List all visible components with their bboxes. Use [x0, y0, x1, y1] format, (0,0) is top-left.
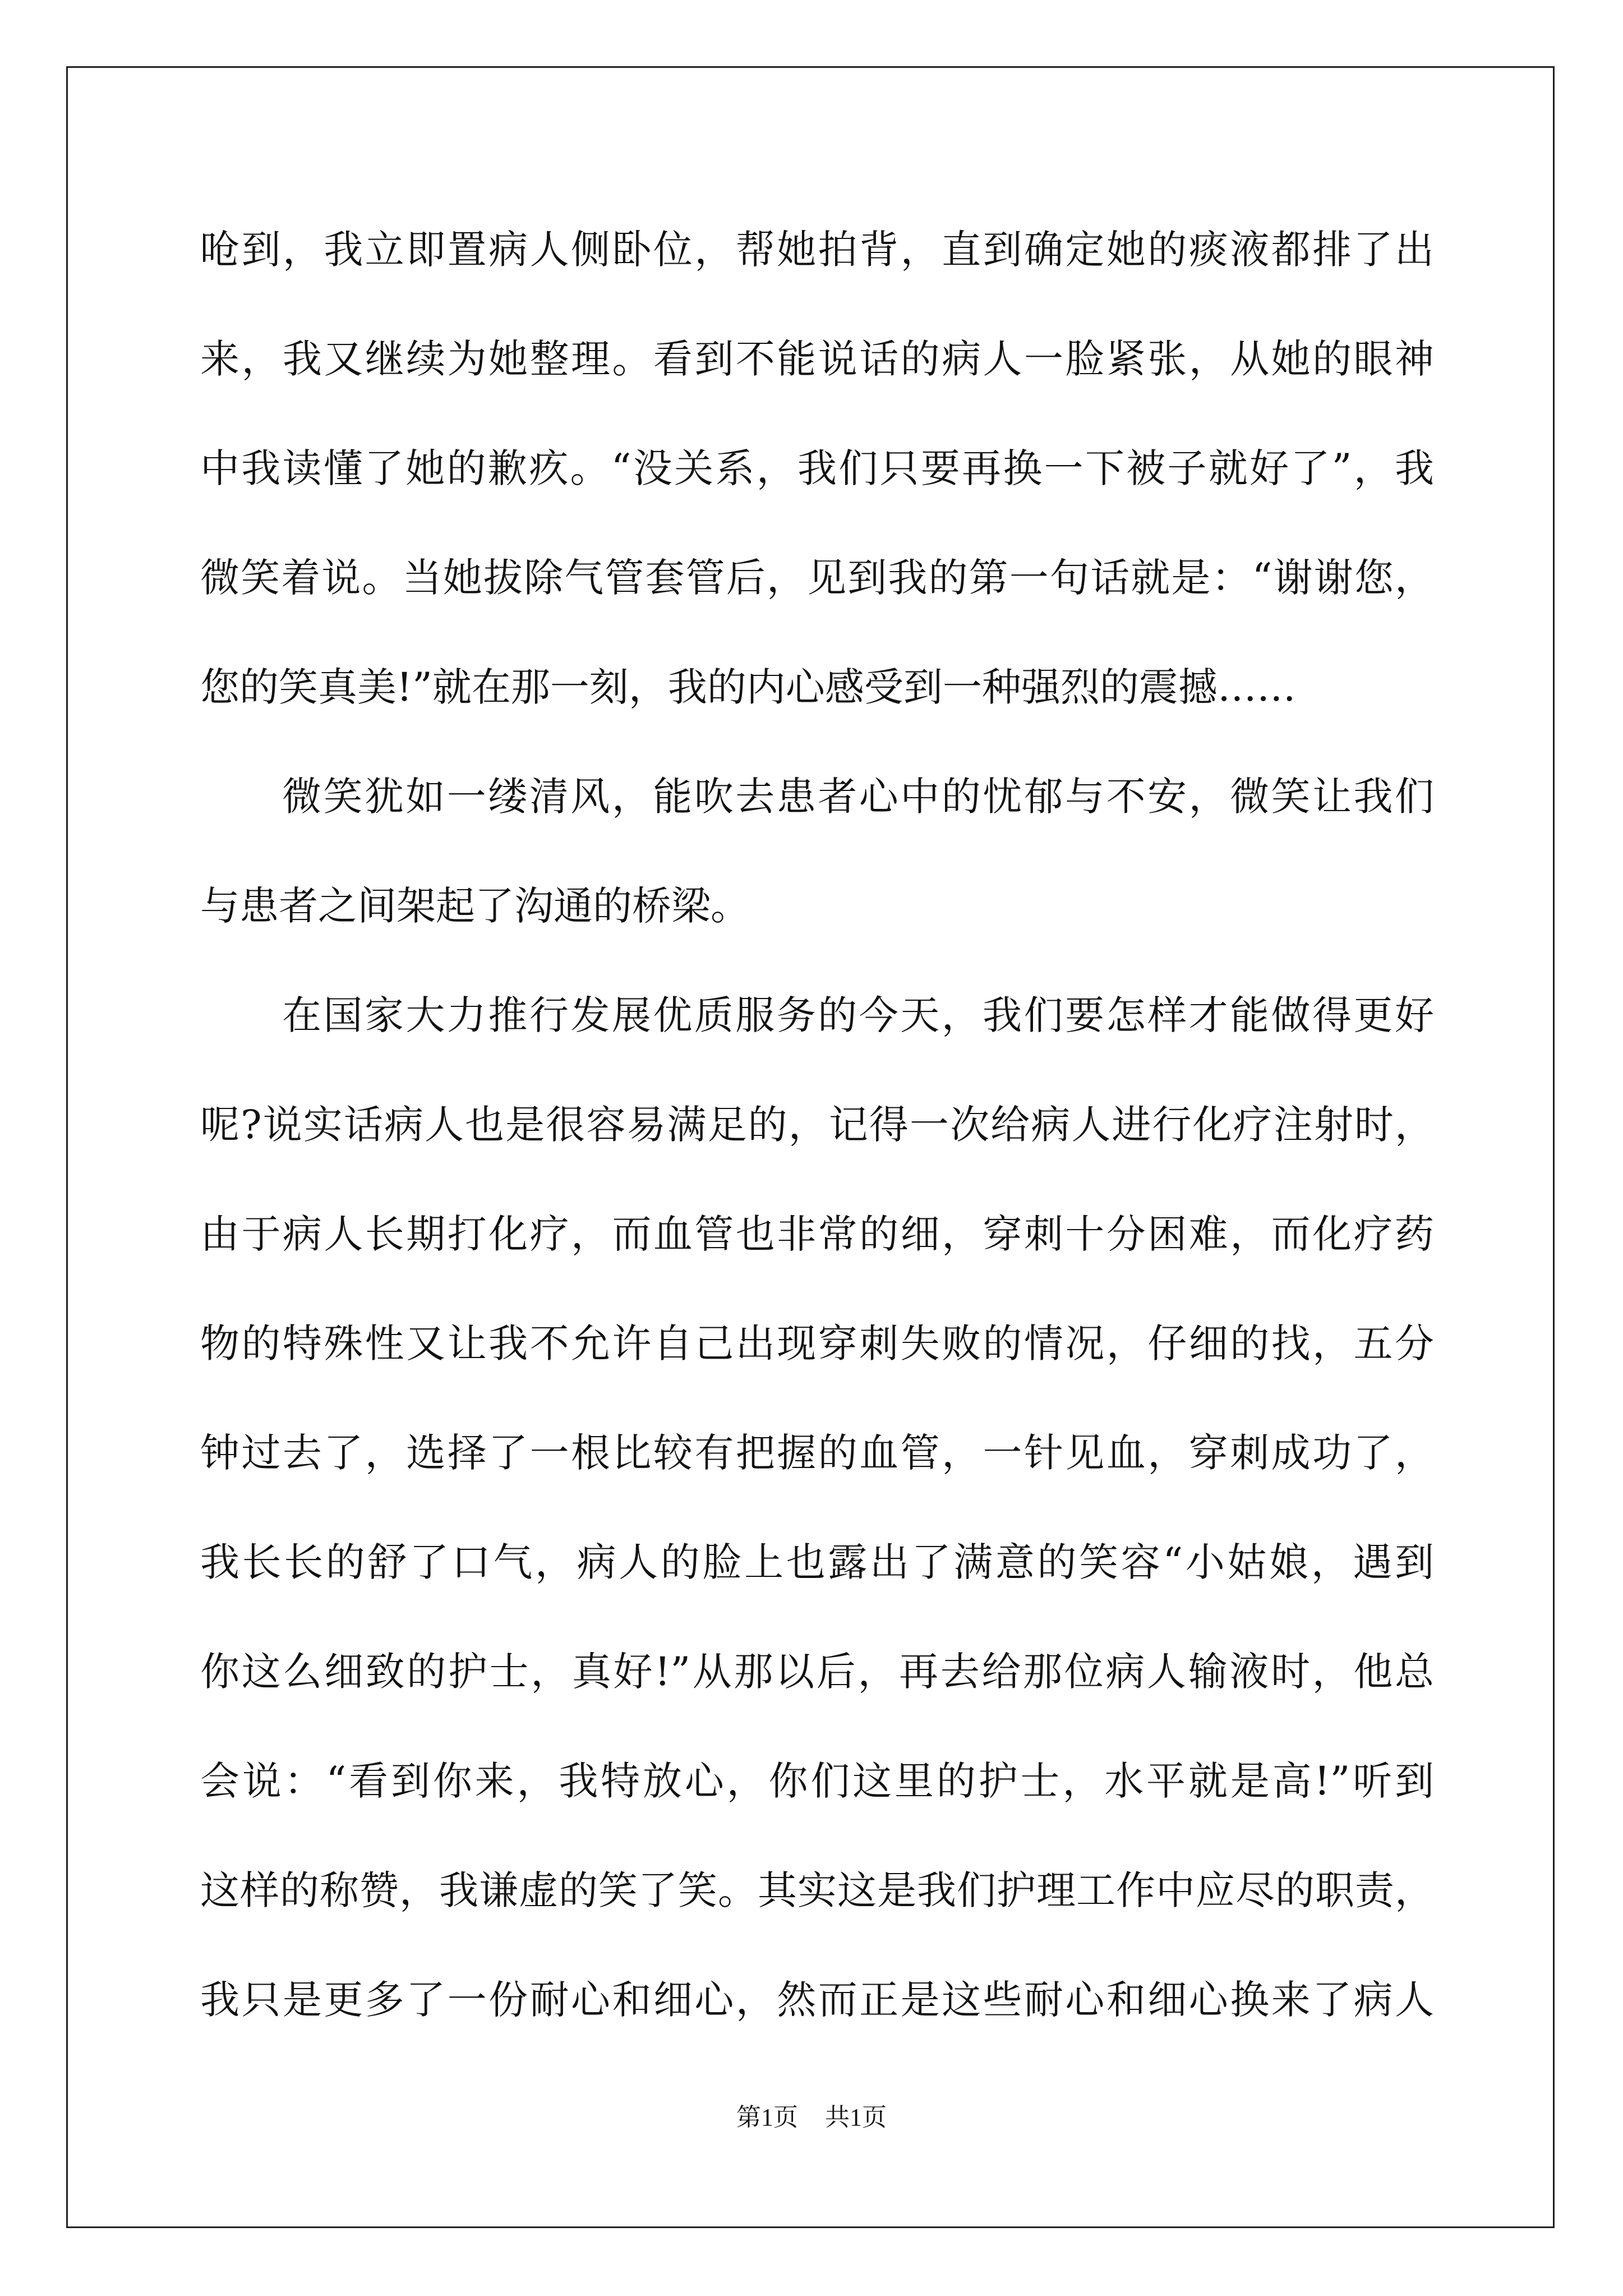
page-number-current: 第1页 [736, 2104, 798, 2131]
text-line: 微笑着说。当她拔除气管套管后，见到我的第一句话就是：“谢谢您， [200, 555, 1434, 601]
page-footer [0, 2101, 1623, 2134]
text-line: 钟过去了，选择了一根比较有把握的血管，一针见血，穿刺成功了， [200, 1430, 1434, 1476]
text-line: 与患者之间架起了沟通的桥梁。 [200, 883, 750, 929]
text-line: 我长长的舒了口气，病人的脸上也露出了满意的笑容“小姑娘，遇到 [200, 1539, 1434, 1585]
text-line: 由于病人长期打化疗，而血管也非常的细，穿刺十分困难，而化疗药 [200, 1211, 1434, 1257]
document-body [200, 216, 1434, 2076]
text-line: 你这么细致的护士，真好!”从那以后，再去给那位病人输液时，他总 [200, 1649, 1434, 1695]
text-line: 来，我又继续为她整理。看到不能说话的病人一脸紧张，从她的眼神 [200, 336, 1434, 382]
text-line: 微笑犹如一缕清风，能吹去患者心中的忧郁与不安，微笑让我们 [282, 774, 1434, 820]
text-line: 这样的称赞，我谦虚的笑了笑。其实这是我们护理工作中应尽的职责， [200, 1867, 1434, 1913]
text-line: 呢?说实话病人也是很容易满足的，记得一次给病人进行化疗注射时， [200, 1102, 1434, 1148]
text-line: 物的特殊性又让我不允许自己出现穿刺失败的情况，仔细的找，五分 [200, 1320, 1434, 1366]
text-line: 中我读懂了她的歉疚。“没关系，我们只要再换一下被子就好了”，我 [200, 445, 1434, 491]
text-line: 呛到，我立即置病人侧卧位，帮她拍背，直到确定她的痰液都排了出 [200, 227, 1434, 273]
text-line: 会说：“看到你来，我特放心，你们这里的护士，水平就是高!”听到 [200, 1758, 1434, 1804]
text-line: 您的笑真美!”就在那一刻，我的内心感受到一种强烈的震撼…… [200, 664, 1296, 710]
page-number-total: 共1页 [825, 2104, 887, 2131]
text-line: 我只是更多了一份耐心和细心，然而正是这些耐心和细心换来了病人 [200, 1977, 1434, 2023]
text-line: 在国家大力推行发展优质服务的今天，我们要怎样才能做得更好 [282, 992, 1434, 1038]
